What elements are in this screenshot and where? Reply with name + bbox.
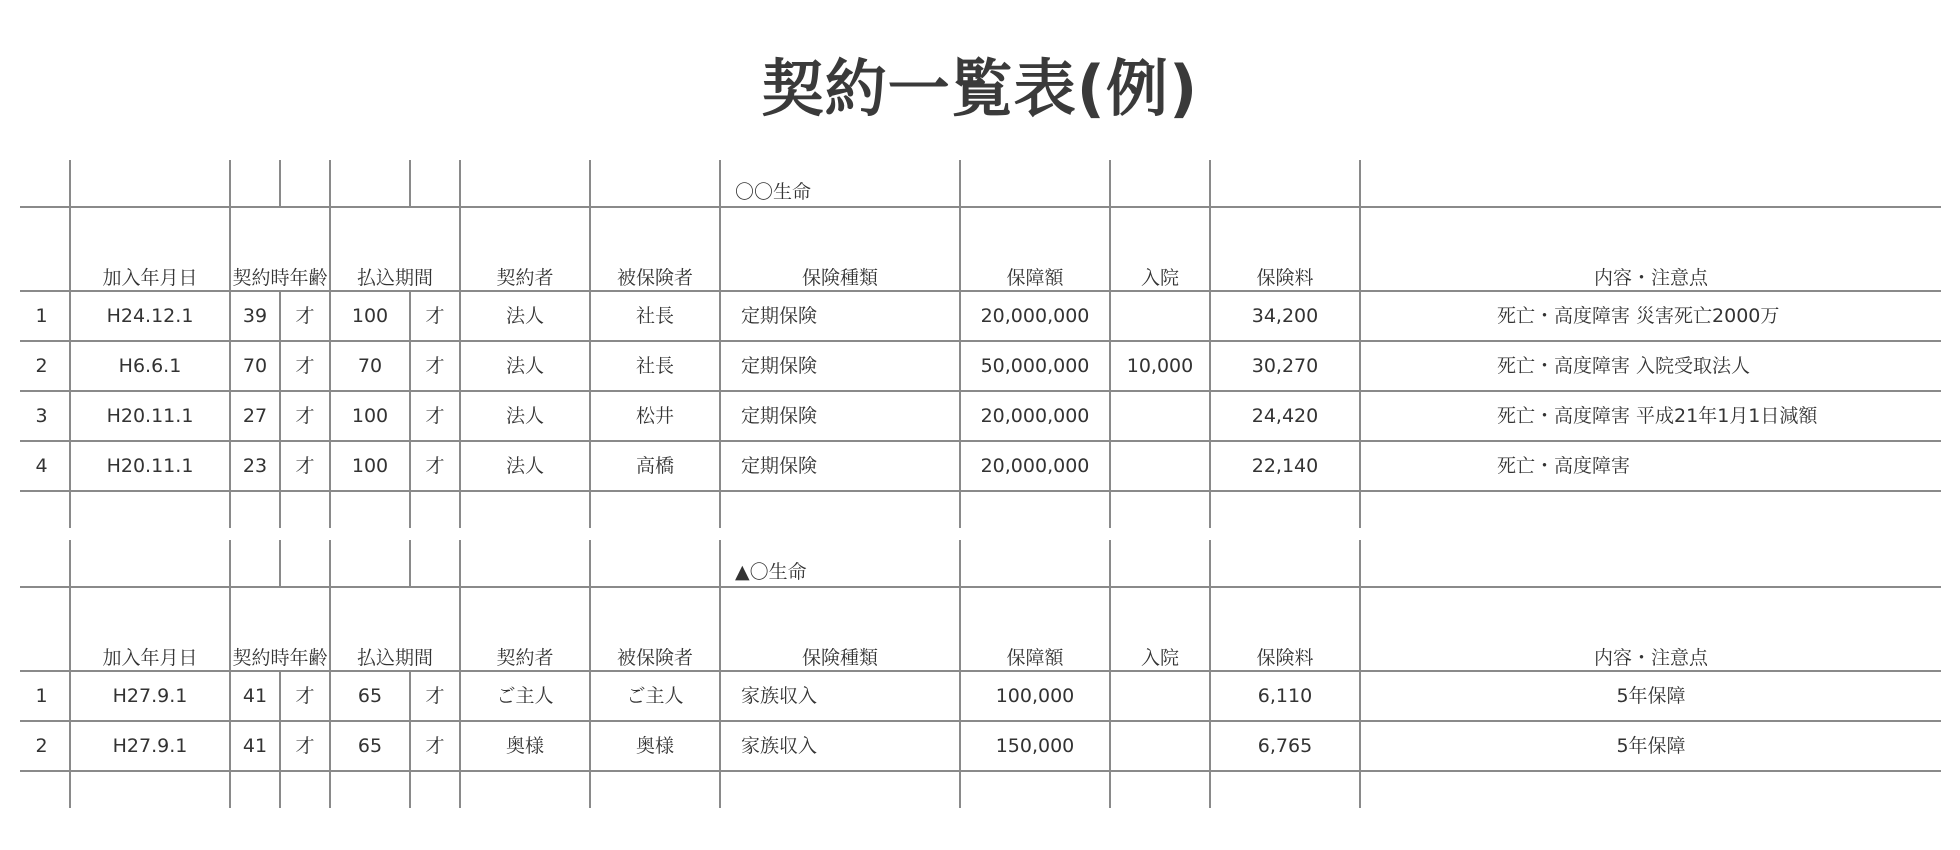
period-cell: 100	[330, 391, 410, 441]
company-row	[20, 540, 1941, 587]
company-row	[20, 160, 1941, 207]
policyholder-cell: 奥様	[460, 721, 590, 771]
contract-table-section-2	[20, 540, 1941, 808]
page-title: 契約一覧表(例)	[761, 52, 1199, 125]
hospital-cell	[1110, 391, 1210, 441]
header-policyholder: 契約者	[460, 587, 590, 671]
header-notes: 内容・注意点	[1360, 587, 1941, 671]
age-unit: 才	[280, 341, 330, 391]
header-coverage: 保障額	[960, 207, 1110, 291]
age-unit: 才	[280, 721, 330, 771]
notes-cell: 5年保障	[1360, 671, 1941, 721]
table-row	[20, 441, 1941, 491]
table-row	[20, 721, 1941, 771]
insured-cell: 社長	[590, 341, 720, 391]
age-cell: 23	[230, 441, 280, 491]
age-cell: 39	[230, 291, 280, 341]
table-row	[20, 341, 1941, 391]
header-hospital: 入院	[1110, 207, 1210, 291]
age-unit: 才	[280, 671, 330, 721]
insured-cell: ご主人	[590, 671, 720, 721]
header-contract-age: 契約時年齢	[230, 587, 330, 671]
premium-cell: 6,110	[1210, 671, 1360, 721]
coverage-cell: 20,000,000	[960, 441, 1110, 491]
row-number: 2	[20, 721, 70, 771]
hospital-cell	[1110, 291, 1210, 341]
period-unit: 才	[410, 391, 460, 441]
age-cell: 27	[230, 391, 280, 441]
notes-cell: 5年保障	[1360, 721, 1941, 771]
header-join-date: 加入年月日	[70, 587, 230, 671]
insurance-type-cell: 家族収入	[720, 671, 960, 721]
notes-cell: 死亡・高度障害 入院受取法人	[1360, 341, 1941, 391]
period-cell: 65	[330, 671, 410, 721]
empty-row	[20, 771, 1941, 808]
header-insurance-type: 保険種類	[720, 587, 960, 671]
header-insurance-type: 保険種類	[720, 207, 960, 291]
insured-cell: 松井	[590, 391, 720, 441]
insurance-type-cell: 定期保険	[720, 291, 960, 341]
contract-table	[20, 160, 1941, 528]
header-coverage: 保障額	[960, 587, 1110, 671]
contract-table-section-1	[20, 160, 1941, 528]
header-row	[20, 587, 1941, 671]
period-unit: 才	[410, 441, 460, 491]
insurance-type-cell: 家族収入	[720, 721, 960, 771]
age-unit: 才	[280, 291, 330, 341]
insured-cell: 高橋	[590, 441, 720, 491]
insurance-type-cell: 定期保険	[720, 391, 960, 441]
join-date-cell: H20.11.1	[70, 391, 230, 441]
policyholder-cell: ご主人	[460, 671, 590, 721]
header-insured: 被保険者	[590, 587, 720, 671]
period-unit: 才	[410, 721, 460, 771]
policyholder-cell: 法人	[460, 441, 590, 491]
insured-cell: 奥様	[590, 721, 720, 771]
hospital-cell	[1110, 441, 1210, 491]
insurance-type-cell: 定期保険	[720, 441, 960, 491]
header-insured: 被保険者	[590, 207, 720, 291]
header-payment-period: 払込期間	[330, 207, 460, 291]
company-name: ▲〇生命	[720, 540, 960, 587]
age-cell: 41	[230, 671, 280, 721]
insured-cell: 社長	[590, 291, 720, 341]
header-notes: 内容・注意点	[1360, 207, 1941, 291]
row-number: 1	[20, 671, 70, 721]
period-cell: 100	[330, 291, 410, 341]
coverage-cell: 150,000	[960, 721, 1110, 771]
join-date-cell: H27.9.1	[70, 721, 230, 771]
period-cell: 65	[330, 721, 410, 771]
premium-cell: 22,140	[1210, 441, 1360, 491]
header-policyholder: 契約者	[460, 207, 590, 291]
coverage-cell: 100,000	[960, 671, 1110, 721]
row-number: 1	[20, 291, 70, 341]
table-row	[20, 391, 1941, 441]
coverage-cell: 20,000,000	[960, 291, 1110, 341]
age-cell: 41	[230, 721, 280, 771]
premium-cell: 24,420	[1210, 391, 1360, 441]
hospital-cell: 10,000	[1110, 341, 1210, 391]
header-payment-period: 払込期間	[330, 587, 460, 671]
header-join-date: 加入年月日	[70, 207, 230, 291]
table-row	[20, 291, 1941, 341]
premium-cell: 34,200	[1210, 291, 1360, 341]
table-row	[20, 671, 1941, 721]
age-unit: 才	[280, 441, 330, 491]
header-contract-age: 契約時年齢	[230, 207, 330, 291]
coverage-cell: 50,000,000	[960, 341, 1110, 391]
premium-cell: 30,270	[1210, 341, 1360, 391]
period-unit: 才	[410, 671, 460, 721]
period-unit: 才	[410, 291, 460, 341]
header-row	[20, 207, 1941, 291]
period-cell: 70	[330, 341, 410, 391]
coverage-cell: 20,000,000	[960, 391, 1110, 441]
row-number: 2	[20, 341, 70, 391]
hospital-cell	[1110, 671, 1210, 721]
join-date-cell: H20.11.1	[70, 441, 230, 491]
notes-cell: 死亡・高度障害	[1360, 441, 1941, 491]
join-date-cell: H24.12.1	[70, 291, 230, 341]
empty-row	[20, 491, 1941, 528]
insurance-type-cell: 定期保険	[720, 341, 960, 391]
premium-cell: 6,765	[1210, 721, 1360, 771]
notes-cell: 死亡・高度障害 災害死亡2000万	[1360, 291, 1941, 341]
policyholder-cell: 法人	[460, 341, 590, 391]
row-number: 4	[20, 441, 70, 491]
age-unit: 才	[280, 391, 330, 441]
period-unit: 才	[410, 341, 460, 391]
join-date-cell: H27.9.1	[70, 671, 230, 721]
contract-table	[20, 540, 1941, 808]
join-date-cell: H6.6.1	[70, 341, 230, 391]
company-name: 〇〇生命	[720, 160, 960, 207]
policyholder-cell: 法人	[460, 291, 590, 341]
row-number: 3	[20, 391, 70, 441]
age-cell: 70	[230, 341, 280, 391]
hospital-cell	[1110, 721, 1210, 771]
header-premium: 保険料	[1210, 587, 1360, 671]
notes-cell: 死亡・高度障害 平成21年1月1日減額	[1360, 391, 1941, 441]
policyholder-cell: 法人	[460, 391, 590, 441]
period-cell: 100	[330, 441, 410, 491]
header-premium: 保険料	[1210, 207, 1360, 291]
header-hospital: 入院	[1110, 587, 1210, 671]
